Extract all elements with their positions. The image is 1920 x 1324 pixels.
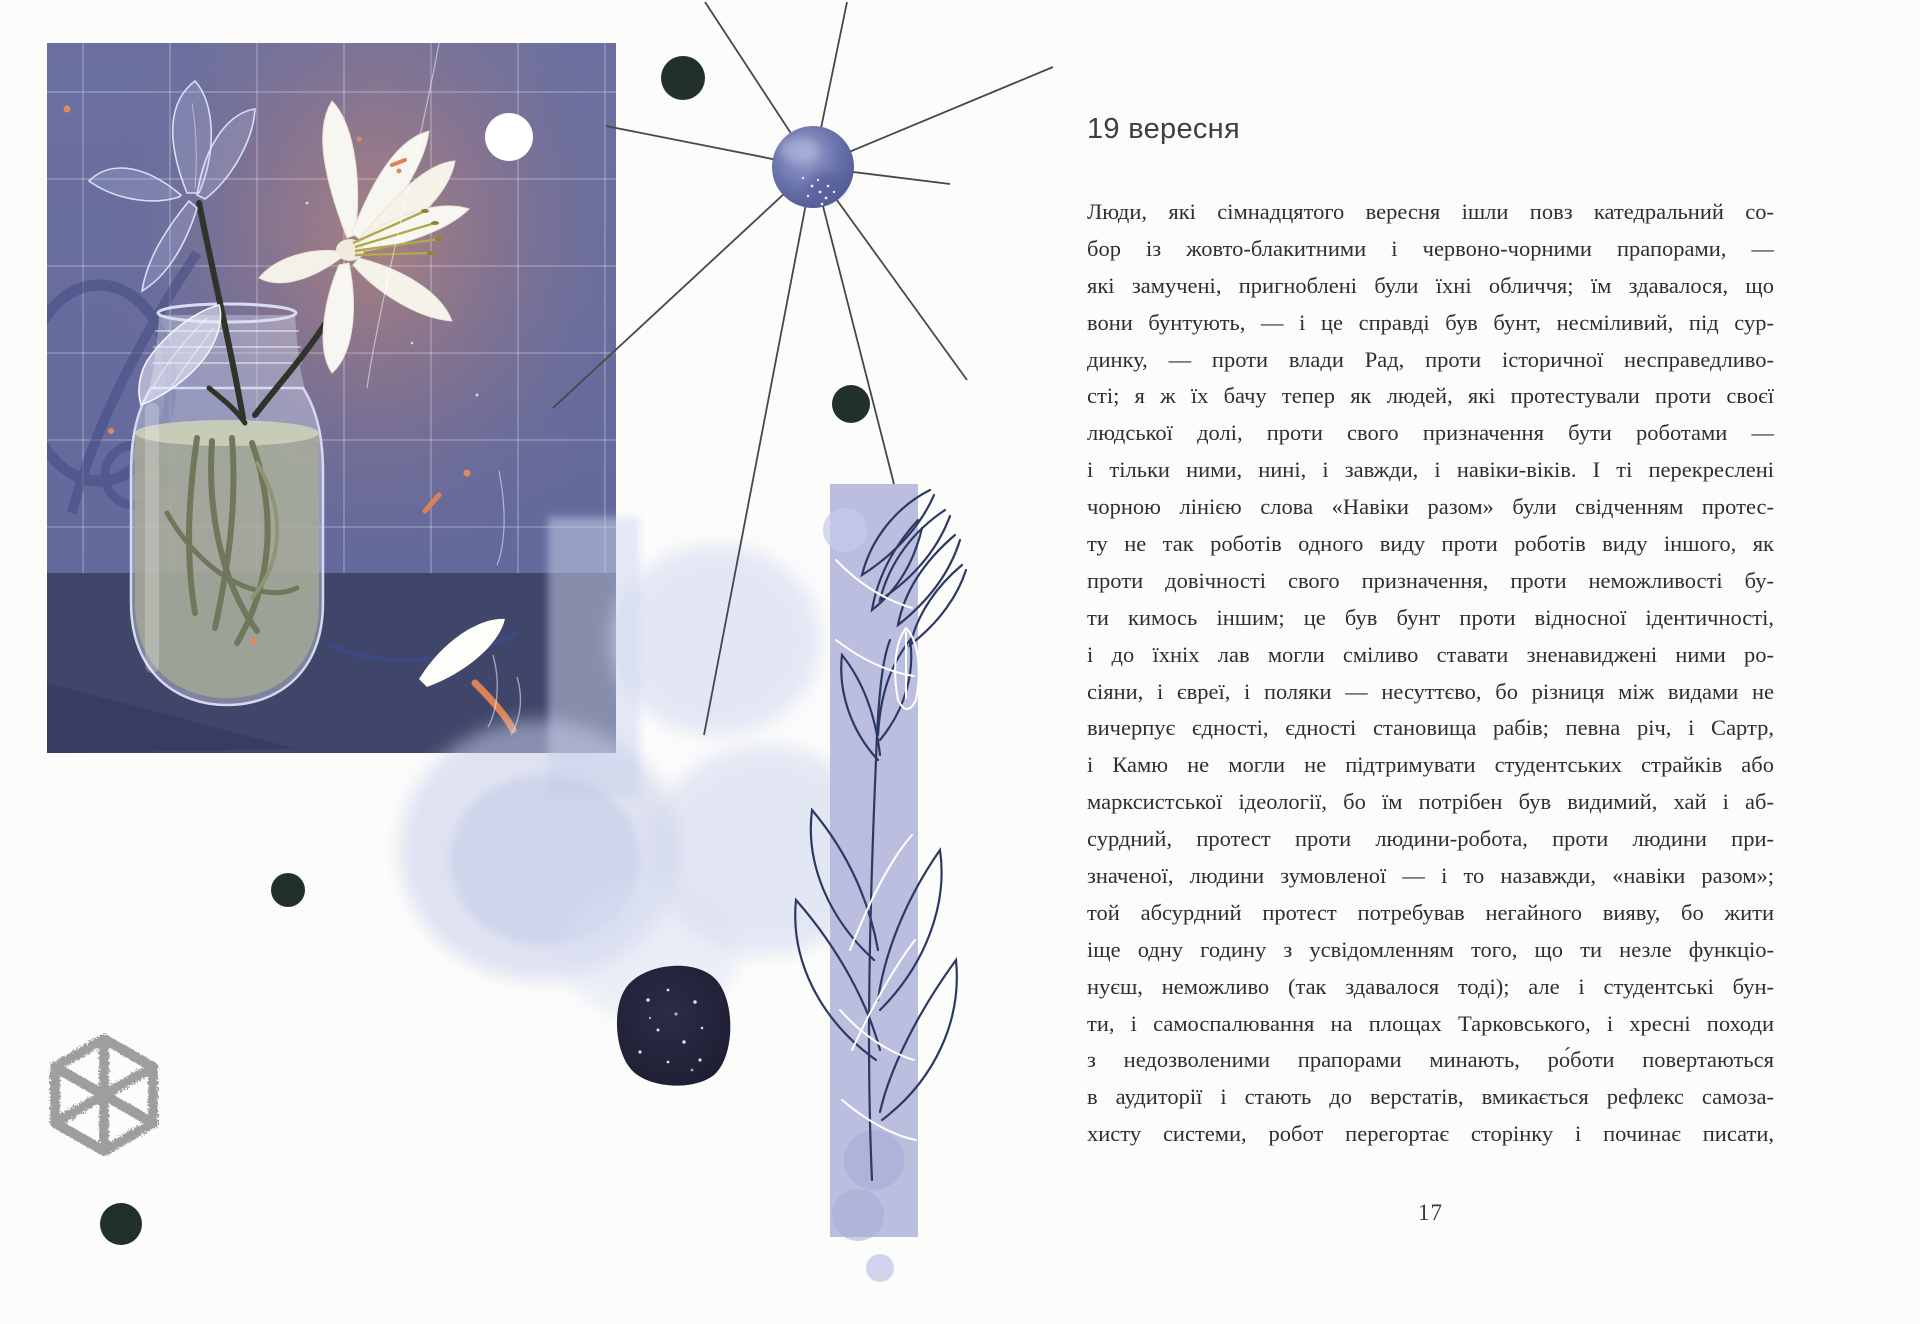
text-line: в аудиторії і стають до верстатів, вмикається рефлекс самоза-: [1087, 1084, 1774, 1110]
text-line: вичерпує єдності, єдності становища рабів; певна річ, і Сартр,: [1087, 715, 1774, 741]
text-line: з недозволеними прапорами минають, ро́боти повертаються: [1087, 1047, 1774, 1073]
text-line: Люди, які сімнадцятого вересня ішли повз катедральний со-: [1087, 199, 1774, 224]
text-line: ту не так роботів одного виду проти роботів виду іншого, як: [1087, 531, 1774, 557]
speckled-pebble: [617, 966, 730, 1086]
text-line: проти довічності свого призначення, проти неможливості бу-: [1087, 567, 1774, 593]
text-line: бор із жовто-блакитними і червоно-чорними прапорами, —: [1087, 235, 1774, 261]
text-line: хисту системи, робот перегортає сторінку і починає писати,: [1087, 1121, 1774, 1147]
text-column: [1087, 0, 1774, 1324]
starburst: [553, 2, 1053, 735]
text-line: той абсурдний протест потребував негайного вияву, бо жити: [1087, 899, 1774, 925]
text-line: людської долі, проти свого призначення бути роботами —: [1087, 420, 1774, 446]
lavender-strip: [823, 484, 918, 1282]
text-line: і тільки ними, нині, і завжди, і навіки-віків. І ті перекреслені: [1087, 457, 1774, 483]
text-line: ти, і самоспалювання на площах Тарковського, і хресні походи: [1087, 1010, 1774, 1036]
text-line: і Камю не могли не підтримувати студентських страйків або: [1087, 752, 1774, 778]
moon: [485, 113, 533, 161]
date-heading: 19 вересня: [1087, 113, 1240, 145]
text-line: динку, — проти влади Рад, проти історичної несправедливо-: [1087, 346, 1774, 372]
text-line: і до їхніх лав могли сміливо ставати зненавиджені ними ро-: [1087, 641, 1774, 667]
flower-line-drawing: [795, 490, 966, 1180]
text-line: ти кимось іншим; це був бунт проти відносної ідентичності,: [1087, 604, 1774, 630]
text-line: нуєш, неможливо (так здавалося тоді); але і студентські бун-: [1087, 973, 1774, 999]
text-line: вони бунтують, — і це справді був бунт, несміливий, під сур-: [1087, 309, 1774, 335]
text-line: іще одну годину з усвідомленням того, що ти незле функціо-: [1087, 936, 1774, 962]
text-line: які замучені, пригноблені були їхні обличчя; їм здавалося, що: [1087, 272, 1774, 298]
text-line: значеної, людини зумовленої — і то назавжди, «навіки разом»;: [1087, 863, 1774, 889]
impossible-cube-icon: [55, 1039, 153, 1151]
text-line: марксистської ідеології, бо їм потрібен був видимий, хай і аб-: [1087, 789, 1774, 815]
page-number: 17: [1418, 1200, 1443, 1225]
text-line: сіяни, і євреї, і поляки — несуттєво, бо різниця між видами не: [1087, 678, 1774, 704]
still-life-painting: [47, 43, 616, 753]
text-line: сті; я ж їх бачу тепер як людей, які протестували проти своєї: [1087, 383, 1774, 409]
body-text: [1087, 194, 1774, 1153]
planet: [772, 126, 854, 208]
text-line: сурдний, протест проти людини-робота, проти людини при-: [1087, 826, 1774, 852]
text-line: чорною лінією слова «Навіки разом» були свідченням протес-: [1087, 494, 1774, 520]
